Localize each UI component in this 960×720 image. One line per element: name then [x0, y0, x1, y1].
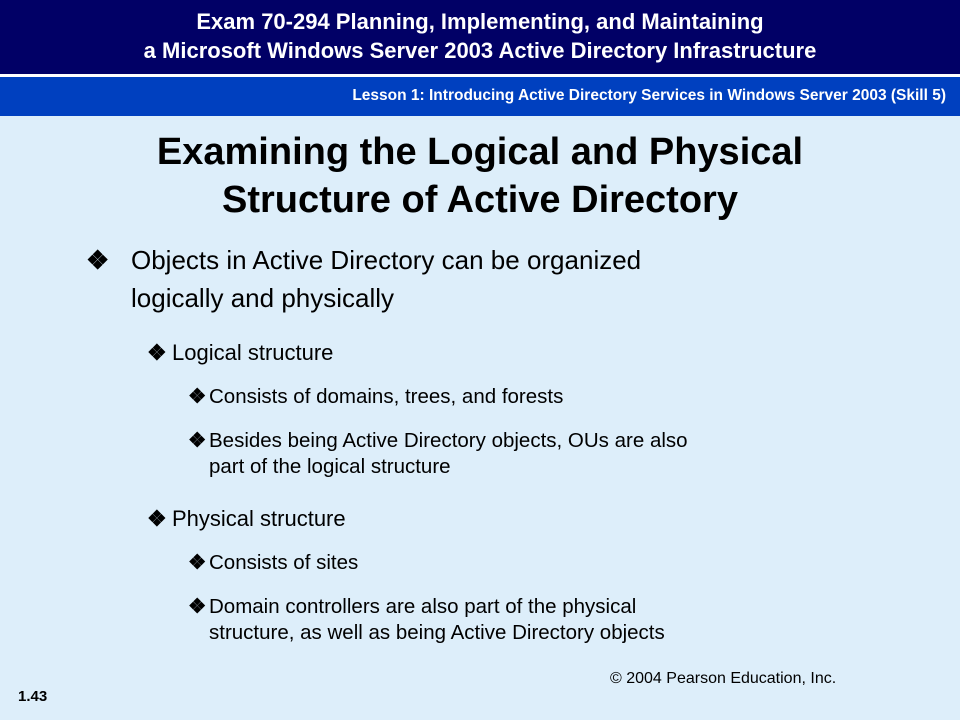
logical-structure-label: Logical structure — [172, 340, 334, 365]
bullet-diamond-icon: ❖ — [188, 595, 207, 618]
bullet-diamond-icon: ❖ — [188, 385, 207, 408]
logical-item-2-line-1: Besides being Active Directory objects, OUs are also — [209, 429, 688, 452]
slide-number: 1.43 — [18, 688, 48, 705]
logical-item-2 — [209, 428, 688, 480]
slide-title — [0, 128, 960, 224]
bullet-diamond-icon: ❖ — [188, 551, 207, 574]
exam-title-line-2: a Microsoft Windows Server 2003 Active Directory Infrastructure — [143, 38, 817, 63]
physical-structure-label: Physical structure — [172, 506, 346, 531]
main-bullet-line-1: Objects in Active Directory can be organized — [131, 245, 642, 275]
lesson-bar — [0, 77, 960, 116]
logical-item-1: Consists of domains, trees, and forests — [209, 385, 564, 408]
physical-item-2-line-1: Domain controllers are also part of the physical — [209, 595, 637, 618]
bullet-diamond-icon: ❖ — [86, 245, 110, 275]
copyright-notice: © 2004 Pearson Education, Inc. — [610, 670, 837, 687]
slide-title-line-1: Examining the Logical and Physical — [156, 131, 804, 173]
main-bullet — [131, 241, 641, 317]
bullet-diamond-icon: ❖ — [147, 506, 167, 531]
exam-header — [0, 0, 960, 74]
bullet-diamond-icon: ❖ — [147, 340, 167, 365]
logical-item-2-line-2: part of the logical structure — [209, 455, 451, 478]
physical-item-1: Consists of sites — [209, 551, 359, 574]
lesson-title: Lesson 1: Introducing Active Directory Services in Windows Server 2003 (Skill 5) — [352, 87, 946, 104]
physical-item-2 — [209, 594, 665, 646]
exam-title-line-1: Exam 70-294 Planning, Implementing, and Maintaining — [196, 9, 764, 34]
physical-item-2-line-2: structure, as well as being Active Directory objects — [209, 621, 665, 644]
main-bullet-line-2: logically and physically — [131, 283, 395, 313]
slide-title-line-2: Structure of Active Directory — [222, 179, 738, 221]
bullet-diamond-icon: ❖ — [188, 429, 207, 452]
